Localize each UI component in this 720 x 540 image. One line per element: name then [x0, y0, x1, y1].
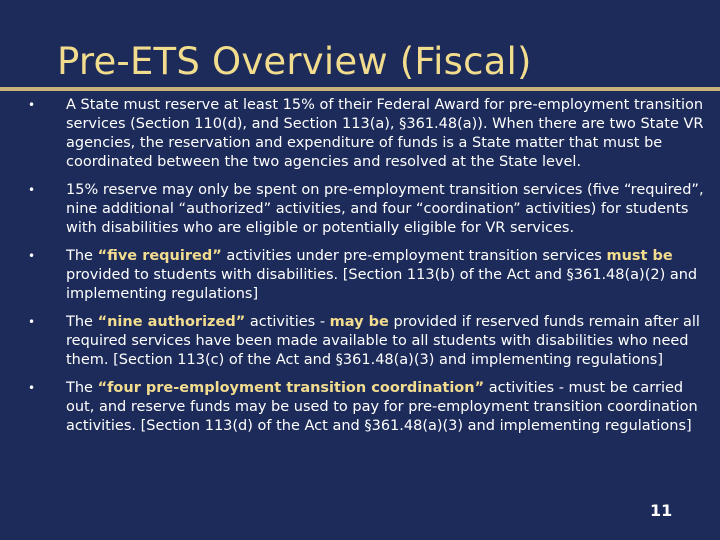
emphasis-must-be: must be — [606, 248, 673, 264]
bullet-dot: • — [28, 381, 36, 395]
emphasis-may-be: may be — [329, 314, 389, 330]
bullet-dot: • — [28, 183, 36, 197]
bullet-text-post: activities - must be carried out, and reserve funds may be used to pay for pre-employment transition coordination activities. [Section 113(d) of the Act and §361.48(a)(3) and implementing regulations] — [66, 380, 698, 434]
emphasis-nine-authorized: “nine authorized” — [97, 314, 246, 330]
title-divider — [0, 87, 720, 91]
bullet-text-mid: activities - — [245, 314, 330, 330]
bullet-text: 15% reserve may only be spent on pre-employment transition services (five “required”, nine additional “authorized” activities, and four “coordination” activities) for students with disabilities who are eligible or potentially eligible for VR services. — [66, 182, 704, 236]
emphasis-five-required: “five required” — [97, 248, 222, 264]
bullet-item — [28, 181, 708, 238]
page-number: 11 — [650, 501, 673, 520]
bullet-item — [28, 313, 708, 370]
bullet-list — [28, 96, 708, 445]
bullet-text-mid: activities under pre-employment transition services — [221, 248, 607, 264]
bullet-item — [28, 247, 708, 304]
emphasis-four-coordination: “four pre-employment transition coordination” — [97, 380, 485, 396]
bullet-text-pre: The — [66, 248, 98, 264]
bullet-dot: • — [28, 249, 36, 263]
bullet-text-pre: The — [66, 380, 98, 396]
bullet-dot: • — [28, 315, 36, 329]
bullet-text: A State must reserve at least 15% of their Federal Award for pre-employment transition services (Section 110(d), and Section 113(a), §361.48(a)). When there are two State VR agencies, the reservation and expenditure of funds is a State matter that must be coordinated between the two agencies and resolved at the State level. — [66, 97, 704, 170]
bullet-text-post: provided if reserved funds remain after all required services have been made available to all students with disabilities who need them. [Section 113(c) of the Act and §361.48(a)(3) and implementing regulations] — [66, 314, 700, 368]
bullet-dot: • — [28, 98, 36, 112]
bullet-text-pre: The — [66, 314, 98, 330]
bullet-text-post: provided to students with disabilities. [Section 113(b) of the Act and §361.48(a)(2) and implementing regulations] — [66, 267, 698, 302]
bullet-item — [28, 379, 708, 436]
bullet-item — [28, 96, 708, 172]
slide-title: Pre-ETS Overview (Fiscal) — [57, 40, 532, 83]
